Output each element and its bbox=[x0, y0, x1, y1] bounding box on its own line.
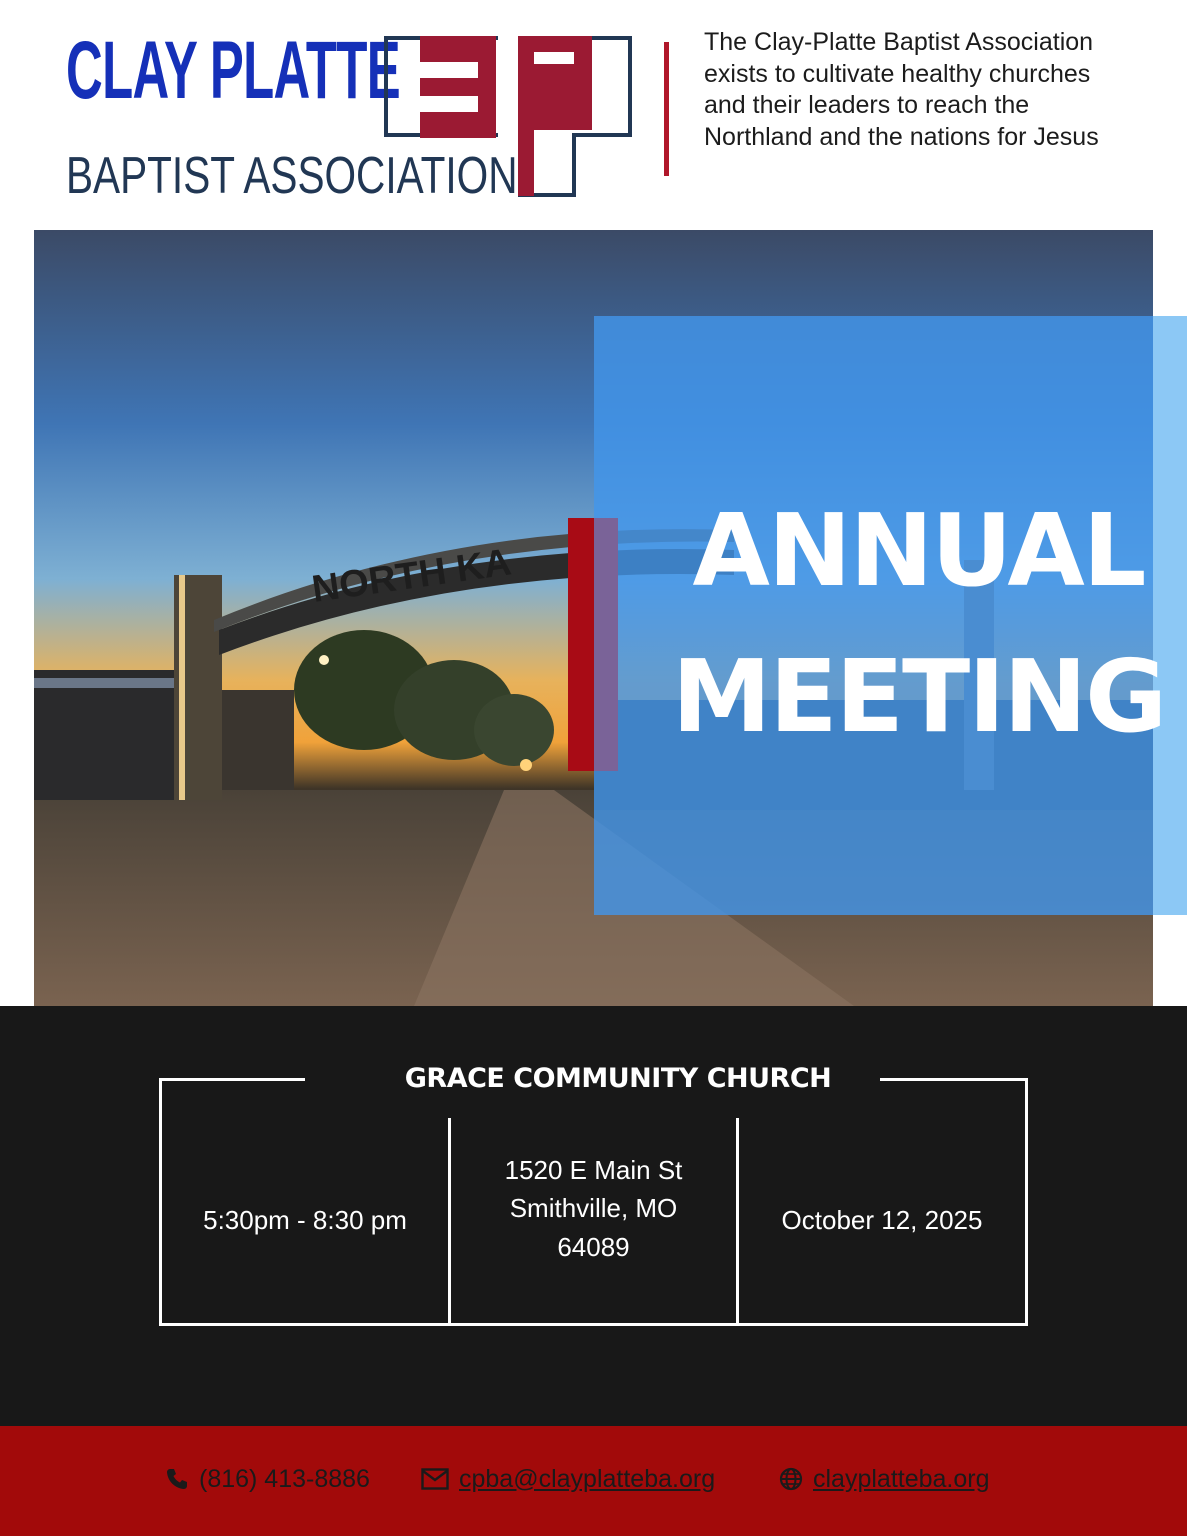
email-link[interactable]: cpba@clayplatteba.org bbox=[459, 1464, 716, 1493]
contact-phone[interactable] bbox=[165, 1461, 370, 1497]
event-title bbox=[650, 478, 1187, 770]
event-title-line2: MEETING bbox=[671, 638, 1166, 755]
phone-number[interactable]: (816) 413-8886 bbox=[199, 1464, 370, 1493]
globe-icon bbox=[779, 1467, 803, 1491]
event-date bbox=[739, 1118, 1025, 1323]
header-divider bbox=[664, 42, 669, 176]
mail-icon bbox=[421, 1468, 449, 1490]
event-title-line1: ANNUAL bbox=[692, 492, 1145, 609]
frame-border bbox=[159, 1323, 1028, 1326]
website-link[interactable]: clayplatteba.org bbox=[813, 1464, 990, 1493]
logo-wordmark-bottom: BAPTIST ASSOCIATION bbox=[66, 147, 518, 205]
address-zip: 64089 bbox=[557, 1231, 630, 1262]
mission-statement: The Clay-Platte Baptist Association exists to cultivate healthy churches and their leaders to reach the Northland and the nations for Jesus bbox=[704, 28, 1099, 151]
svg-text:NORTH KA: NORTH KA bbox=[309, 541, 514, 611]
address-street: 1520 E Main St bbox=[504, 1154, 683, 1185]
venue-name: GRACE COMMUNITY CHURCH bbox=[404, 1063, 832, 1094]
contact-email[interactable] bbox=[421, 1461, 715, 1497]
phone-icon bbox=[165, 1467, 189, 1491]
cp-cross-logo-icon bbox=[378, 30, 638, 200]
event-address bbox=[451, 1118, 736, 1323]
frame-border bbox=[159, 1078, 305, 1081]
accent-bar-red bbox=[568, 518, 594, 771]
event-time-text: 5:30pm - 8:30 pm bbox=[203, 1205, 407, 1236]
address-city: Smithville, MO bbox=[509, 1193, 678, 1224]
accent-bar-purple bbox=[594, 518, 618, 771]
event-time bbox=[162, 1118, 448, 1323]
logo-wordmark-top: CLAY PLATTE bbox=[66, 25, 401, 116]
contact-website[interactable] bbox=[779, 1461, 990, 1497]
event-date-text: October 12, 2025 bbox=[781, 1205, 983, 1236]
frame-border bbox=[1025, 1078, 1028, 1326]
